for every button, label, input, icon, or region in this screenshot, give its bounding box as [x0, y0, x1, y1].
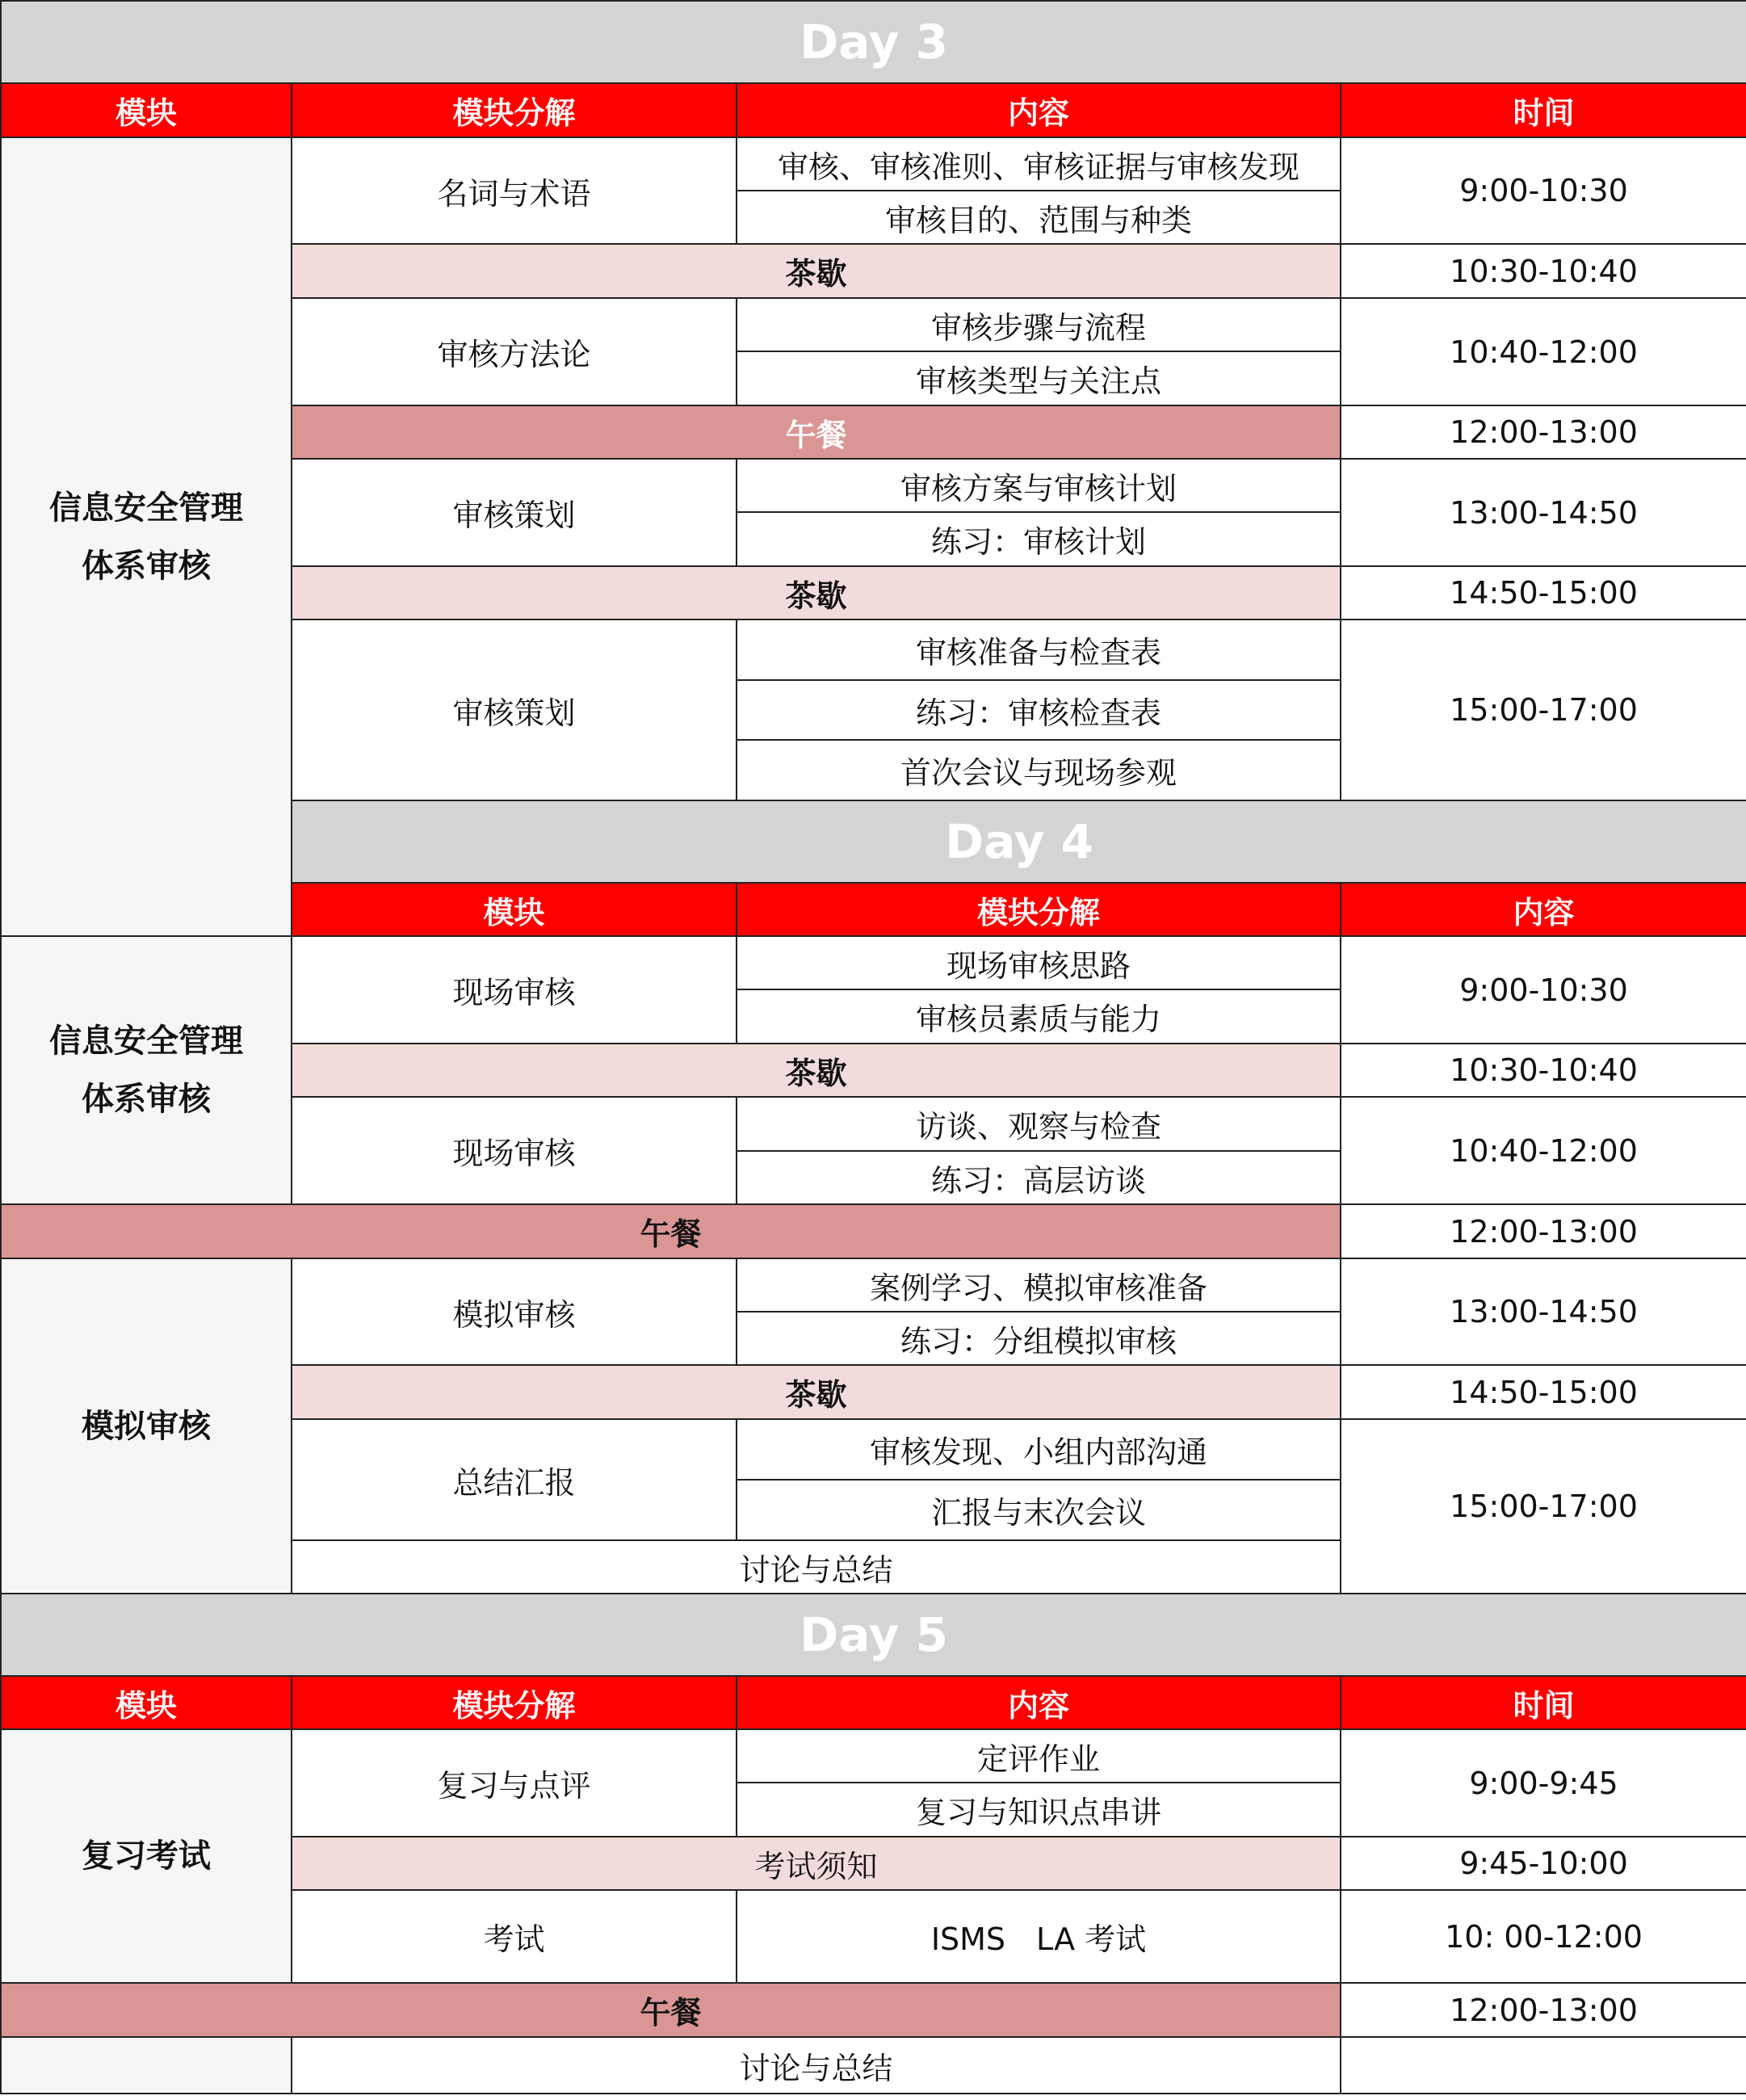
- lunch-label: 午餐: [292, 405, 1341, 459]
- time-cell: 12:00-13:00: [1341, 1983, 1746, 2037]
- empty-time-cell: [1341, 2037, 1746, 2094]
- day4-title: Day 4: [292, 800, 1746, 883]
- day5-title-row: [1, 1594, 1746, 1676]
- empty-module-cell: [1, 2037, 292, 2094]
- lunch-row: [1, 1204, 1746, 1258]
- content-cell: 审核准备与检查表: [737, 620, 1341, 680]
- content-cell: 审核类型与关注点: [737, 351, 1341, 405]
- module-name-line1: 信息安全管理: [49, 489, 243, 527]
- day5-title: Day 5: [1, 1594, 1746, 1676]
- time-cell: 12:00-13:00: [1341, 1204, 1746, 1258]
- content-cell: 审核方案与审核计划: [737, 459, 1341, 512]
- header-time: 时间: [1341, 1676, 1746, 1729]
- header-module: 模块: [292, 883, 737, 936]
- header-breakdown: 模块分解: [292, 83, 737, 137]
- header-content: 内容: [737, 1676, 1341, 1729]
- time-cell: 10:30-10:40: [1341, 1044, 1746, 1097]
- day4-mock-module-cell: 模拟审核: [1, 1258, 292, 1594]
- time-cell: 10:30-10:40: [1341, 244, 1746, 298]
- breakdown-cell: 现场审核: [292, 1097, 737, 1204]
- table-row: [1, 936, 1746, 989]
- module-name-line2: 体系审核: [82, 547, 211, 585]
- day5-module-cell: 复习考试: [1, 1729, 292, 1983]
- breakdown-cell: 审核策划: [292, 459, 737, 566]
- breakdown-cell: 模拟审核: [292, 1258, 737, 1365]
- time-cell: 13:00-14:50: [1341, 459, 1746, 566]
- breakdown-cell: 审核策划: [292, 620, 737, 800]
- tea-break-label: 茶歇: [292, 1044, 1341, 1097]
- discussion-cell: 讨论与总结: [292, 2037, 1341, 2094]
- time-cell: 9:00-10:30: [1341, 137, 1746, 244]
- content-cell: 练习：审核计划: [737, 512, 1341, 566]
- day3-title-row: [1, 1, 1746, 83]
- time-cell: 9:00-9:45: [1341, 1729, 1746, 1837]
- breakdown-cell: 复习与点评: [292, 1729, 737, 1837]
- time-cell: 10:40-12:00: [1341, 1097, 1746, 1204]
- module-name-line2: 体系审核: [82, 1081, 211, 1118]
- table-row: [1, 1729, 1746, 1783]
- header-content: 内容: [737, 83, 1341, 137]
- tea-break-label: 茶歇: [292, 1365, 1341, 1419]
- tea-break-label: 茶歇: [292, 566, 1341, 620]
- time-cell: 13:00-14:50: [1341, 1258, 1746, 1365]
- day3-header-row: [1, 83, 1746, 137]
- day3-title: Day 3: [1, 1, 1746, 83]
- content-cell: 案例学习、模拟审核准备: [737, 1258, 1341, 1312]
- breakdown-cell: 总结汇报: [292, 1419, 737, 1540]
- breakdown-cell: 现场审核: [292, 936, 737, 1044]
- content-cell: 复习与知识点串讲: [737, 1783, 1341, 1837]
- time-cell: 9:00-10:30: [1341, 936, 1746, 1044]
- table-row: [1, 137, 1746, 191]
- table-row: [1, 2037, 1746, 2094]
- header-module: 模块: [1, 83, 292, 137]
- module-name-line1: 信息安全管理: [49, 1023, 243, 1060]
- day3-module-cell: [1, 137, 292, 936]
- content-cell: 访谈、观察与检查: [737, 1097, 1341, 1151]
- time-cell: 15:00-17:00: [1341, 1419, 1746, 1594]
- header-breakdown: 模块分解: [292, 1676, 737, 1729]
- header-content: 内容: [1341, 883, 1746, 936]
- content-cell: ISMS LA 考试: [737, 1890, 1341, 1983]
- content-cell: 练习：审核检查表: [737, 680, 1341, 740]
- lunch-label: 午餐: [1, 1204, 1341, 1258]
- time-cell: 12:00-13:00: [1341, 405, 1746, 459]
- breakdown-cell: 考试: [292, 1890, 737, 1983]
- tea-break-label: 茶歇: [292, 244, 1341, 298]
- lunch-label: 午餐: [1, 1983, 1341, 2037]
- lunch-row: [1, 1983, 1746, 2037]
- content-cell: 现场审核思路: [737, 936, 1341, 989]
- table-row: [1, 1258, 1746, 1312]
- content-cell: 审核步骤与流程: [737, 298, 1341, 351]
- content-cell: 定评作业: [737, 1729, 1341, 1783]
- content-cell: 汇报与末次会议: [737, 1480, 1341, 1540]
- content-cell: 首次会议与现场参观: [737, 740, 1341, 800]
- time-cell: 15:00-17:00: [1341, 620, 1746, 800]
- exam-notice-label: 考试须知: [292, 1837, 1341, 1890]
- breakdown-cell: 审核方法论: [292, 298, 737, 405]
- breakdown-cell: 名词与术语: [292, 137, 737, 244]
- time-cell: 14:50-15:00: [1341, 1365, 1746, 1419]
- content-cell: 审核、审核准则、审核证据与审核发现: [737, 137, 1341, 191]
- content-cell: 练习：分组模拟审核: [737, 1312, 1341, 1365]
- header-breakdown: 模块分解: [737, 883, 1341, 936]
- content-cell: 练习：高层访谈: [737, 1151, 1341, 1204]
- discussion-cell: 讨论与总结: [292, 1540, 1341, 1594]
- time-cell: 9:45-10:00: [1341, 1837, 1746, 1890]
- content-cell: 审核员素质与能力: [737, 989, 1341, 1044]
- day5-header-row: [1, 1676, 1746, 1729]
- time-cell: 14:50-15:00: [1341, 566, 1746, 620]
- time-cell: 10:40-12:00: [1341, 298, 1746, 405]
- content-cell: 审核目的、范围与种类: [737, 191, 1341, 244]
- header-module: 模块: [1, 1676, 292, 1729]
- content-cell: 审核发现、小组内部沟通: [737, 1419, 1341, 1480]
- time-cell: 10: 00-12:00: [1341, 1890, 1746, 1983]
- day4-module-cell: [1, 936, 292, 1204]
- header-time: 时间: [1341, 83, 1746, 137]
